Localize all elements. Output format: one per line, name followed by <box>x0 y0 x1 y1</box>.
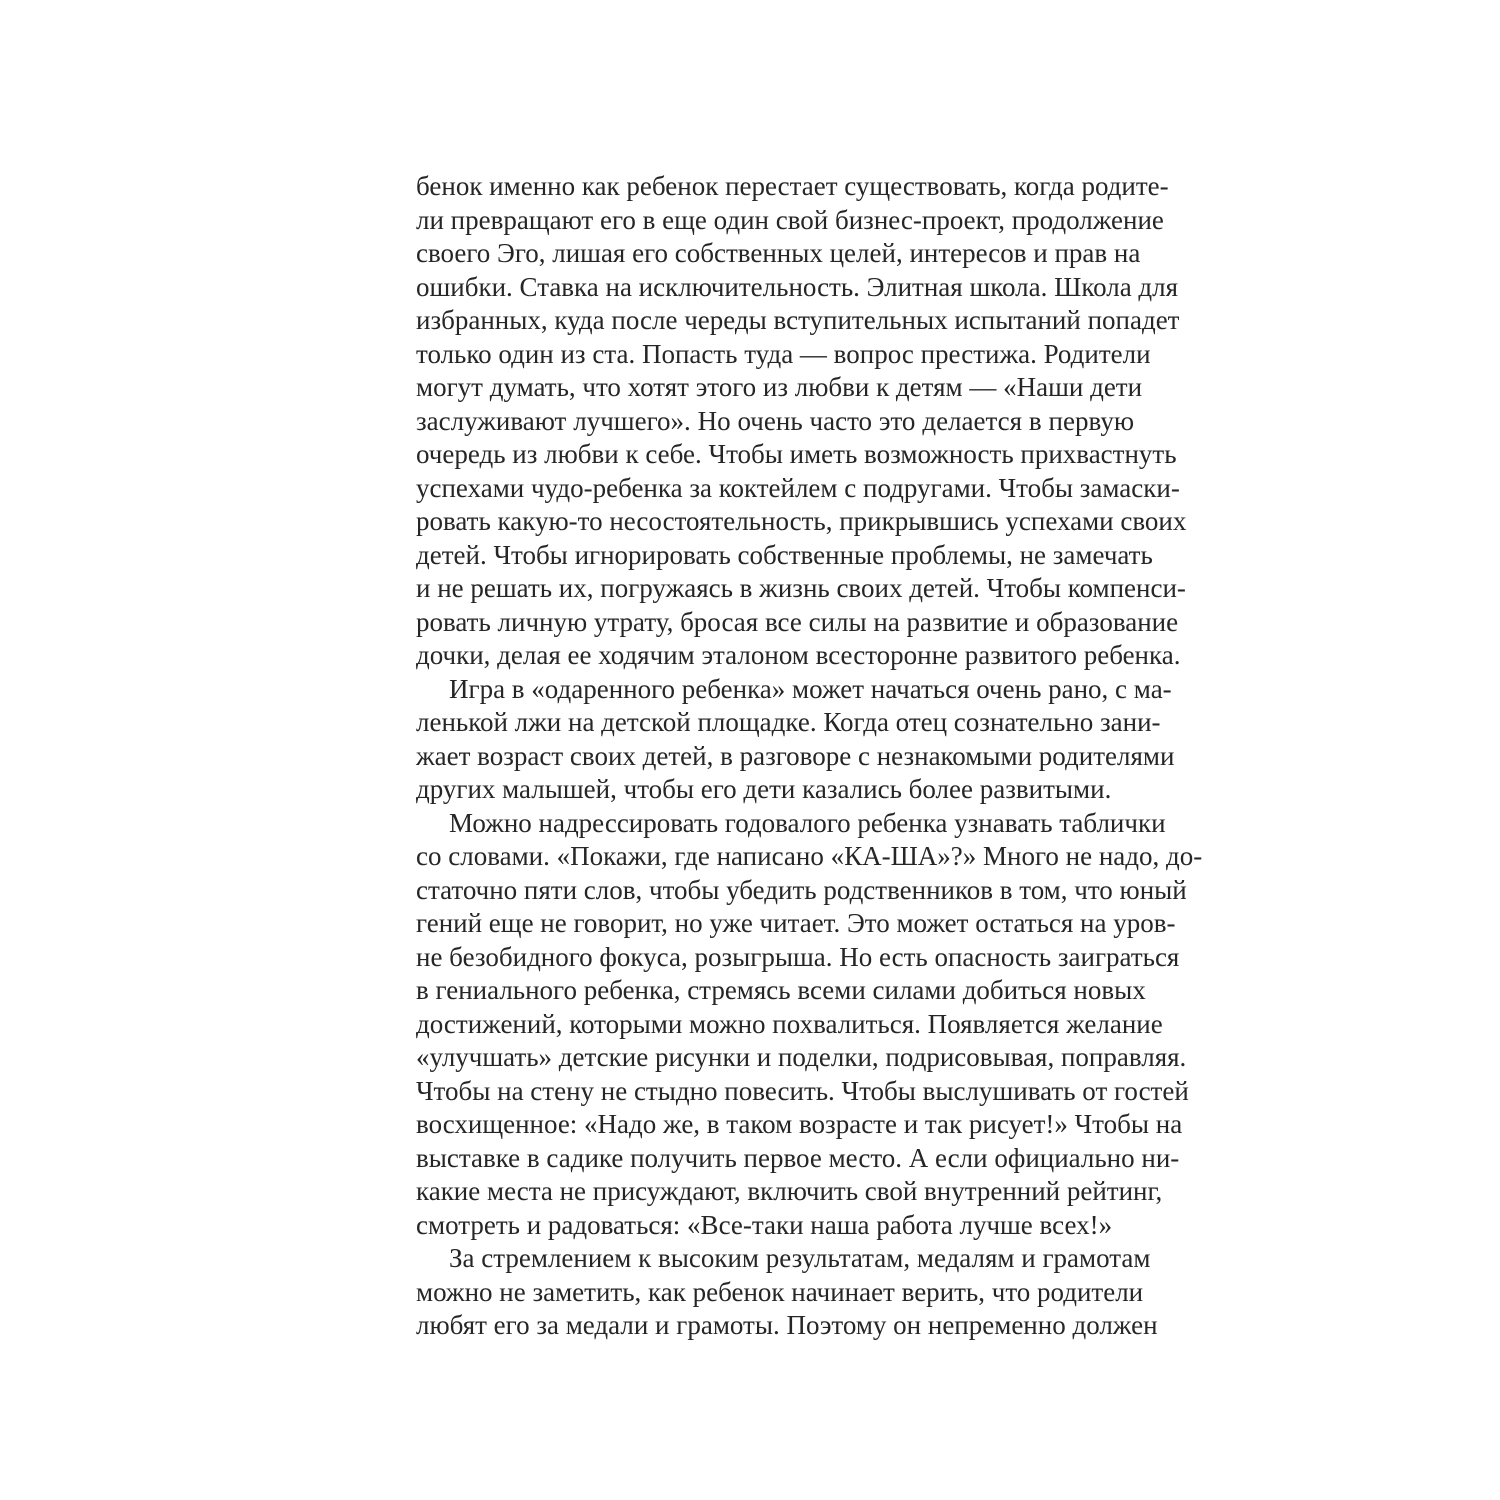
paragraph-4 <box>416 1242 1158 1343</box>
text-line: смотреть и радоваться: «Все-таки наша работа лучше всех!» <box>416 1209 1113 1240</box>
text-line: можно не заметить, как ребенок начинает верить, что родители <box>416 1276 1144 1307</box>
text-line: и не решать их, погружаясь в жизнь своих детей. Чтобы компенси- <box>416 573 1186 603</box>
text-line: детей. Чтобы игнорировать собственные проблемы, не замечать <box>416 539 1153 570</box>
paragraph-3 <box>416 807 1203 1243</box>
text-line: восхищенное: «Надо же, в таком возрасте и так рисует!» Чтобы на <box>416 1109 1183 1139</box>
paragraph-1 <box>416 170 1187 673</box>
text-line: избранных, куда после череды вступительных испытаний попадет <box>416 305 1180 335</box>
text-line: не безобидного фокуса, розыгрыша. Но есть опасность заиграться <box>416 941 1180 972</box>
text-line: других малышей, чтобы его дети казались более развитыми. <box>416 774 1112 804</box>
text-line: За стремлением к высоким результатам, медалям и грамотам <box>449 1243 1151 1273</box>
text-line: очередь из любви к себе. Чтобы иметь возможность прихвастнуть <box>416 439 1177 469</box>
text-line: достижений, которыми можно похвалиться. Появляется желание <box>416 1008 1163 1039</box>
text-line: ли превращают его в еще один свой бизнес-проект, продолжение <box>416 204 1164 235</box>
text-line: выставке в садике получить первое место. А если официально ни- <box>416 1142 1180 1173</box>
text-line: могут думать, что хотят этого из любви к детям — «Наши дети <box>416 372 1143 402</box>
text-line: в гениального ребенка, стремясь всеми силами добиться новых <box>416 975 1146 1005</box>
text-line: своего Эго, лишая его собственных целей, интересов и прав на <box>416 238 1141 268</box>
paragraph-2 <box>416 673 1175 807</box>
text-line: «улучшать» детские рисунки и поделки, подрисовывая, поправляя. <box>416 1042 1187 1072</box>
text-line: бенок именно как ребенок перестает существовать, когда родите- <box>416 171 1169 201</box>
text-line: любят его за медали и грамоты. Поэтому он непременно должен <box>416 1310 1158 1340</box>
text-line: заслуживают лучшего». Но очень часто это делается в первую <box>416 405 1134 436</box>
book-page <box>416 170 1203 1350</box>
text-line: Можно надрессировать годовалого ребенка узнавать таблички <box>449 807 1166 838</box>
text-line: Чтобы на стену не стыдно повесить. Чтобы выслушивать от гостей <box>416 1075 1189 1106</box>
text-line: какие места не присуждают, включить свой внутренний рейтинг, <box>416 1176 1163 1206</box>
text-line: ленькой лжи на детской площадке. Когда отец сознательно зани- <box>416 707 1161 737</box>
text-line: Игра в «одаренного ребенка» может начаться очень рано, с ма- <box>449 673 1172 704</box>
text-line: со словами. «Покажи, где написано «КА-ША»?» Много не надо, до- <box>416 841 1203 871</box>
text-line: только один из ста. Попасть туда — вопрос престижа. Родители <box>416 338 1151 369</box>
text-line: дочки, делая ее ходячим эталоном всесторонне развитого ребенка. <box>416 640 1181 670</box>
text-line: гений еще не говорит, но уже читает. Это может остаться на уров- <box>416 908 1176 938</box>
text-line: ровать личную утрату, бросая все силы на развитие и образование <box>416 606 1179 637</box>
text-line: ровать какую-то несостоятельность, прикрывшись успехами своих <box>416 506 1187 536</box>
text-line: успехами чудо-ребенка за коктейлем с подругами. Чтобы замаски- <box>416 472 1180 503</box>
text-line: статочно пяти слов, чтобы убедить родственников в том, что юный <box>416 874 1187 905</box>
text-line: жает возраст своих детей, в разговоре с незнакомыми родителями <box>416 740 1175 771</box>
text-line: ошибки. Ставка на исключительность. Элитная школа. Школа для <box>416 271 1179 302</box>
